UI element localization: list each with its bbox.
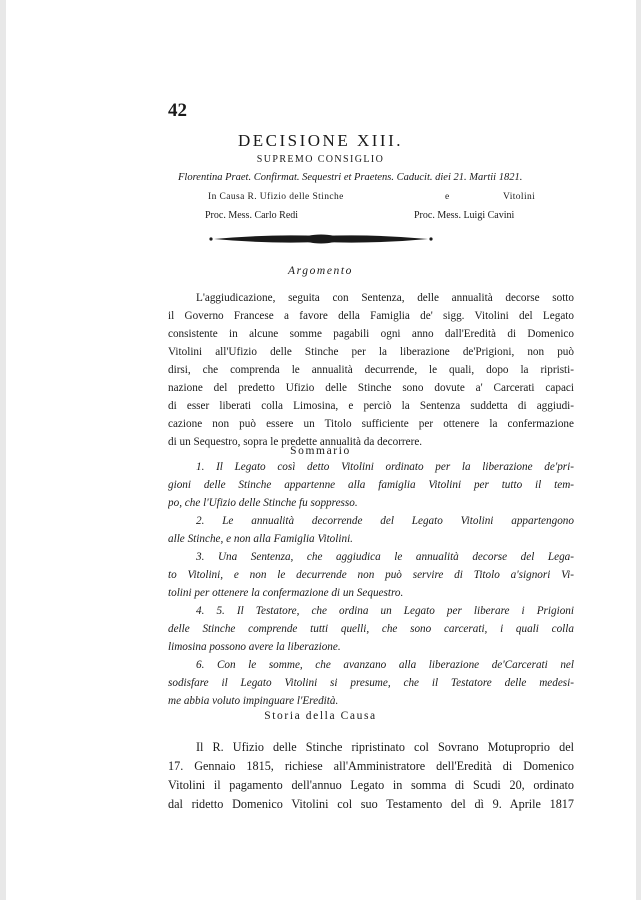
text-line: 2. Le annualità decorrende del Legato Vitolini appartengono: [196, 515, 574, 527]
procurator-right: Proc. Mess. Luigi Cavini: [414, 210, 515, 221]
text-line: Vitolini il pagamento dell'annuo Legato in somma di Scudi 20, ordinato: [168, 778, 574, 792]
text-line: me abbia voluto impinguare l'Eredità.: [168, 695, 339, 707]
text-line: po, che l'Ufizio delle Stinche fu soppresso.: [168, 497, 358, 509]
text-line: dal ridetto Domenico Vitolini col suo Testamento del dì 9. Aprile 1817: [168, 797, 574, 811]
text-line: gioni delle Stinche appartenne alla famiglia Vitolini per tutto il tem-: [168, 479, 574, 491]
text-line: delle Stinche comprende tutti quelli, che sono carcerati, i quali colla: [168, 623, 574, 635]
text-line: 6. Con le somme, che avanzano alla liberazione de'Carcerati nel: [196, 659, 574, 671]
page-number: 42: [168, 100, 187, 121]
sommario-heading: Sommario: [290, 445, 351, 457]
cause-party-left: In Causa R. Ufizio delle Stinche: [208, 192, 344, 202]
text-line: L'aggiudicazione, seguita con Sentenza, delle annualità decorse sotto: [196, 292, 574, 304]
divider-ornament: [208, 232, 434, 246]
text-line: sodisfare il Legato Vitolini si presume, che il Testatore delle medesi-: [168, 677, 574, 689]
text-line: dirsi, che comprenda le annualità decurrende, le quali, dopo la ripristi-: [168, 364, 574, 376]
text-line: il Governo Francese a favore della Famiglia de' sigg. Vitolini del Legato: [168, 310, 574, 322]
cause-conjunction: e: [445, 192, 450, 202]
procurator-left: Proc. Mess. Carlo Redi: [205, 210, 299, 221]
text-line: limosina possono avere la liberazione.: [168, 641, 341, 653]
court-line: Florentina Praet. Confirmat. Sequestri et Praetens. Caducit. diei 21. Martii 1821.: [178, 172, 523, 183]
text-line: 17. Gennaio 1815, richiese all'Amministratore dell'Eredità di Domenico: [168, 759, 574, 773]
storia-heading: Storia della Causa: [264, 710, 377, 722]
text-line: tolini per ottenere la confermazione di un Sequestro.: [168, 587, 404, 599]
text-line: cazione non può essere un Titolo sufficiente per ottenere la confermazione: [168, 418, 574, 430]
text-line: 3. Una Sentenza, che aggiudica le annualità decorse del Lega-: [196, 551, 574, 563]
text-line: alle Stinche, e non alla Famiglia Vitolini.: [168, 533, 353, 545]
text-line: to Vitolini, e non le decurrende non può servire di Titolo a'signori Vi-: [168, 569, 574, 581]
text-line: Il R. Ufizio delle Stinche ripristinato col Sovrano Motuproprio del: [196, 740, 574, 754]
text-line: nazione del predetto Ufizio delle Stinche sono dovute a' Carcerati capaci: [168, 382, 574, 394]
argomento-heading: Argomento: [287, 265, 354, 277]
text-line: di esser liberati colla Limosina, e perciò la Sentenza suddetta di aggiudi-: [168, 400, 574, 412]
cause-party-right: Vitolini: [503, 192, 536, 202]
text-line: consistente in alcune somme pagabili ogni anno dall'Eredità di Domenico: [168, 328, 574, 340]
council-name: SUPREMO CONSIGLIO: [256, 154, 385, 165]
text-line: 1. Il Legato così detto Vitolini ordinato per la liberazione de'pri-: [196, 461, 574, 473]
text-line: 4. 5. Il Testatore, che ordina un Legato per liberare i Prigioni: [196, 605, 574, 617]
text-line: di un Sequestro, sopra le predette annualità da decorrere.: [168, 436, 423, 448]
decision-title: DECISIONE XIII.: [238, 131, 403, 150]
text-line: Vitolini all'Ufizio delle Stinche per la liberazione de'Prigioni, non può: [168, 346, 574, 358]
